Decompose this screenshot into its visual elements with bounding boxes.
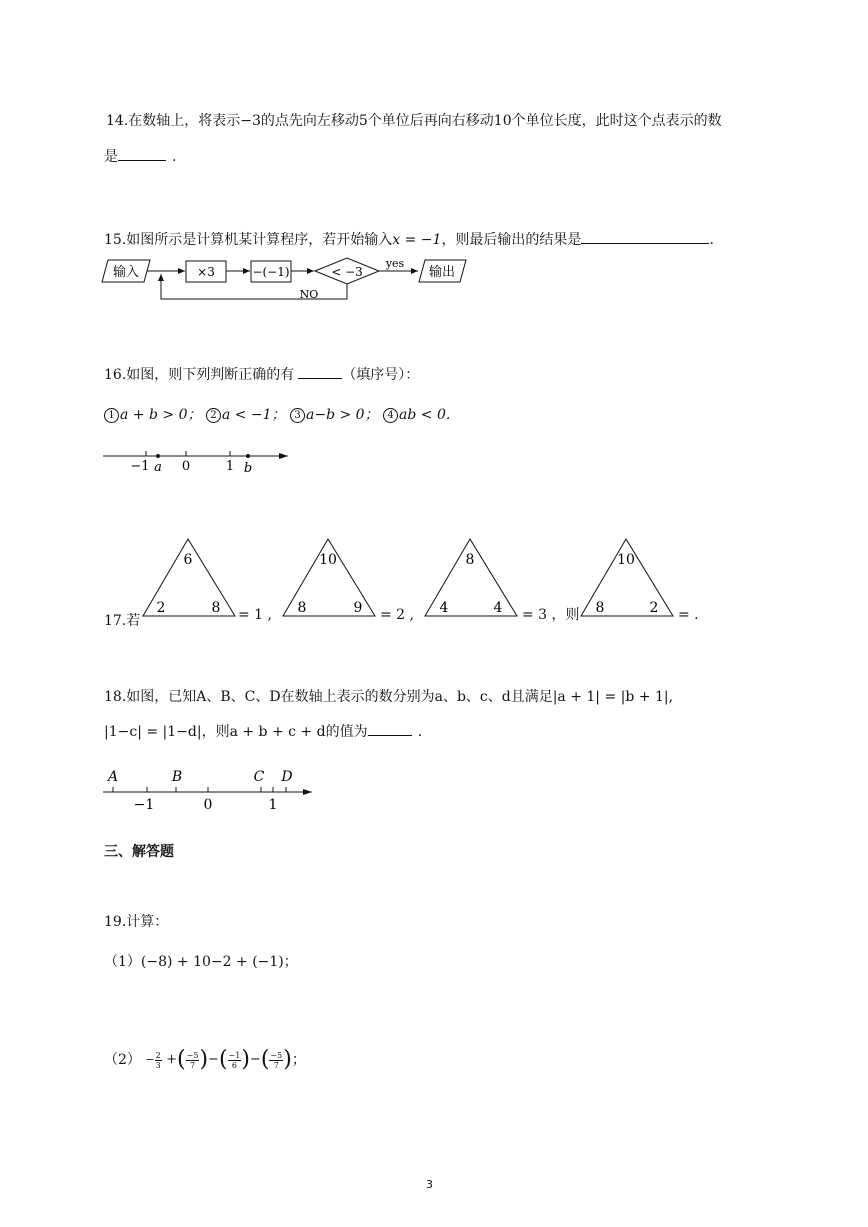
tri3-top: 8: [465, 552, 475, 568]
q15-flowchart: [100, 255, 480, 305]
q18-letter-D: D: [281, 769, 293, 785]
q16-label-neg1: −1: [130, 459, 150, 474]
op-1: +: [166, 1052, 178, 1067]
flow-output-label: 输出: [428, 265, 456, 280]
q19-part2-label: （2）: [104, 1052, 141, 1068]
q14-line2: [104, 146, 176, 167]
tri2-top: 10: [319, 552, 337, 568]
flow-step1-label: ×3: [197, 265, 215, 279]
q19-fraction-4: $\frac{-5}{7}$: [270, 1050, 283, 1070]
q16-text: 16.如图，则下列判断正确的有: [104, 367, 295, 383]
q19-fraction-1: $\frac{2}{3}$: [155, 1050, 161, 1070]
q18-letter-B: B: [171, 769, 183, 785]
tri1-left: 2: [156, 600, 166, 616]
q19-part1-label: （1）: [104, 954, 141, 970]
q16-option-3: 3 a−b > 0；: [290, 407, 379, 423]
tri2-result: = 2 ,: [380, 607, 414, 623]
page-number: 3: [426, 1178, 433, 1191]
q14-prefix: 是: [104, 149, 118, 165]
term1-sign: −: [145, 1053, 155, 1066]
q15-answer-blank[interactable]: [581, 229, 709, 244]
q19-part1: [104, 952, 298, 972]
q18-letter-C: C: [253, 769, 265, 785]
q16-label-one: 1: [225, 459, 235, 474]
tri1-right: 8: [211, 600, 221, 616]
q18-line2: [104, 721, 422, 742]
tri4-top: 10: [617, 552, 635, 568]
flow-condition-label: < −3: [331, 265, 363, 279]
q18-end: .: [417, 724, 423, 740]
q19-fraction-2: $\frac{-5}{7}$: [186, 1050, 199, 1070]
part2-end: ；: [291, 1052, 306, 1068]
q17-triangle-4: [578, 536, 678, 620]
q14-answer-blank[interactable]: [118, 146, 166, 161]
q15-end: .: [709, 232, 714, 248]
q17-triangle-1: [140, 536, 240, 620]
flow-no-label: NO: [299, 288, 319, 301]
q15-x-value: x = −1: [392, 232, 442, 248]
q19-part1-expr: (−8) + 10−2 + (−1)；: [140, 954, 298, 970]
q19-fraction-3: $\frac{-1}{6}$: [228, 1050, 241, 1070]
flow-input-label: 输入: [112, 265, 140, 280]
tri2-right: 9: [353, 600, 363, 616]
q16-point-a: [156, 454, 160, 458]
q18-answer-blank[interactable]: [368, 721, 412, 736]
q16-answer-blank[interactable]: [298, 364, 342, 379]
section-3-title: 三、解答题: [104, 844, 174, 860]
q16-option-4: 4 ab < 0.: [383, 407, 450, 423]
tri4-right: 2: [649, 600, 659, 616]
q18-letter-A: A: [107, 769, 119, 785]
flow-yes-label: yes: [385, 257, 405, 270]
q14-line1: 14.在数轴上，将表示−3的点先向左移动5个单位后再向右移动10个单位长度，此时这个点表示的数: [106, 113, 722, 129]
q18-line2-text: |1−c| = |1−d|，则a + b + c + d的值为: [104, 724, 368, 740]
q14-suffix: .: [172, 149, 177, 165]
q18-label-one: 1: [268, 797, 278, 813]
tri1-top: 6: [183, 552, 193, 568]
q17-triangle-3: [422, 536, 522, 620]
tri3-left: 4: [439, 600, 449, 616]
op-3: −: [249, 1052, 261, 1067]
q18-label-neg1: −1: [133, 797, 155, 813]
tri4-left: 8: [595, 600, 605, 616]
q16-number-line: [100, 445, 300, 477]
q19-part2: （2） − $\frac{2}{3}$ +( $\frac{-5}{7}$ )−( $\frac{-1}{6}$ )−( $\frac{-5}{7}$ )；: [104, 1047, 306, 1072]
q15-text: 15.如图所示是计算机某计算程序，若开始输入: [104, 232, 393, 248]
q16-options: [104, 405, 450, 425]
q16-label-zero: 0: [181, 459, 191, 474]
q18-label-zero: 0: [203, 797, 213, 813]
q16-question: [104, 364, 419, 385]
q17-prefix: 17.若: [104, 613, 141, 629]
q16-option-1: 1 a + b > 0；: [104, 407, 201, 423]
tri3-result: = 3 ，则: [522, 607, 580, 623]
tri3-right: 4: [493, 600, 503, 616]
tri2-left: 8: [297, 600, 307, 616]
q16-label-a: a: [154, 460, 162, 475]
flow-step2-label: −(−1): [252, 265, 290, 279]
q18-line1: 18.如图，已知A、B、C、D在数轴上表示的数分别为a、b、c、d且满足|a + 1| = |b + 1|,: [104, 689, 674, 705]
tri1-result: = 1 ,: [238, 607, 272, 623]
q15-question: [104, 229, 714, 250]
q16-option-2: 2 a < −1；: [206, 407, 286, 423]
q17-triangle-2: [280, 536, 380, 620]
op-2: −: [208, 1052, 219, 1067]
q15-text2: ，则最后输出的结果是: [441, 232, 582, 248]
q16-point-b: [246, 454, 250, 458]
q16-end: （填序号）：: [342, 367, 420, 383]
q16-label-b: b: [243, 461, 253, 476]
q19-title: 19.计算：: [104, 914, 169, 930]
tri4-result: = .: [678, 607, 699, 623]
q18-number-line: [100, 764, 320, 816]
